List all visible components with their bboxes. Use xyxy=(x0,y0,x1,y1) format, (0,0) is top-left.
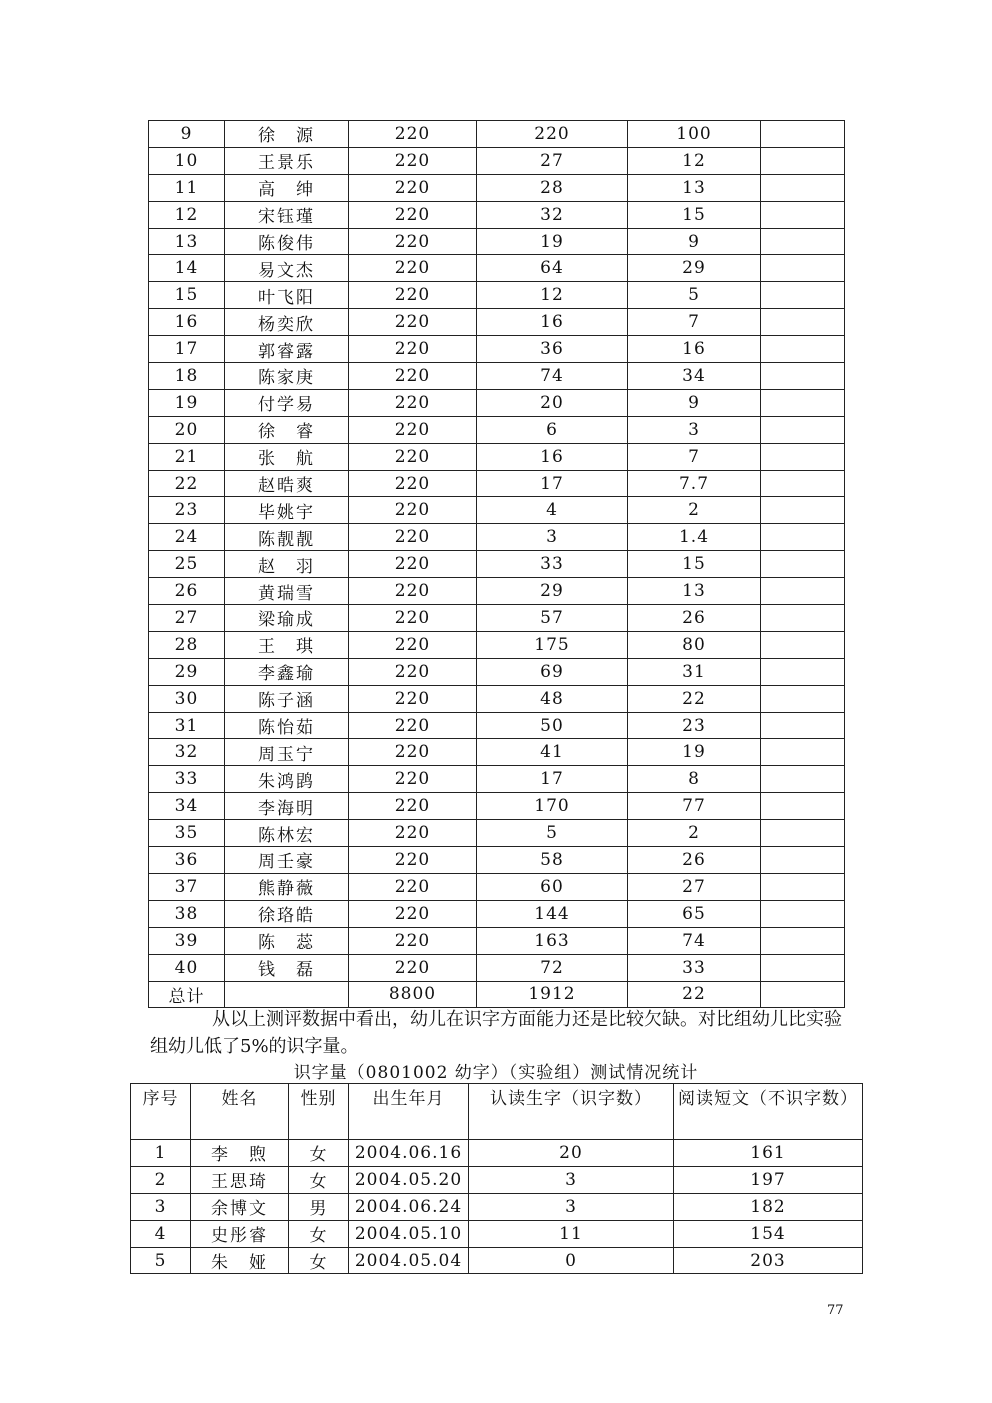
table-cell xyxy=(761,255,845,282)
table-cell: 40 xyxy=(149,954,225,981)
table-cell: 29 xyxy=(628,255,761,282)
table-row xyxy=(149,981,845,1008)
table-cell: 60 xyxy=(477,873,628,900)
table-cell: 陈 蕊 xyxy=(225,927,349,954)
table-cell: 13 xyxy=(149,228,225,255)
table-cell: 144 xyxy=(477,900,628,927)
table-cell: 220 xyxy=(349,309,477,336)
table-cell: 19 xyxy=(477,228,628,255)
table-cell: 23 xyxy=(149,497,225,524)
table-cell: 34 xyxy=(149,793,225,820)
table-cell xyxy=(761,981,845,1008)
table-cell xyxy=(761,712,845,739)
table-cell: 65 xyxy=(628,900,761,927)
table-cell: 史彤睿 xyxy=(191,1220,289,1247)
table-row xyxy=(131,1247,863,1274)
table-cell: 2 xyxy=(628,820,761,847)
table-cell: 220 xyxy=(349,282,477,309)
table-cell: 28 xyxy=(149,631,225,658)
table-cell: 1 xyxy=(131,1140,191,1167)
table-cell: 陈子涵 xyxy=(225,685,349,712)
table-cell: 7 xyxy=(628,309,761,336)
table-cell: 37 xyxy=(149,873,225,900)
table-cell: 陈怡茹 xyxy=(225,712,349,739)
table-cell: 48 xyxy=(477,685,628,712)
table-cell: 64 xyxy=(477,255,628,282)
table-cell: 31 xyxy=(628,658,761,685)
table-cell: 22 xyxy=(149,470,225,497)
table-cell: 14 xyxy=(149,255,225,282)
table-cell: 28 xyxy=(477,174,628,201)
table-cell: 3 xyxy=(469,1193,674,1220)
table-cell: 22 xyxy=(628,981,761,1008)
table-cell: 220 xyxy=(349,524,477,551)
table-cell: 16 xyxy=(477,309,628,336)
table-cell: 197 xyxy=(674,1166,863,1193)
table-cell: 220 xyxy=(349,201,477,228)
table-cell xyxy=(761,309,845,336)
table-cell: 王 琪 xyxy=(225,631,349,658)
table-cell xyxy=(761,685,845,712)
table-cell: 15 xyxy=(149,282,225,309)
table-cell: 220 xyxy=(349,658,477,685)
table-cell: 220 xyxy=(349,739,477,766)
table-row xyxy=(149,336,845,363)
table-cell: 李海明 xyxy=(225,793,349,820)
table-row xyxy=(149,228,845,255)
table-cell xyxy=(761,147,845,174)
table-cell xyxy=(761,739,845,766)
table-cell xyxy=(761,524,845,551)
table-cell: 16 xyxy=(628,336,761,363)
table-row xyxy=(131,1140,863,1167)
table-cell: 8800 xyxy=(349,981,477,1008)
table-cell: 徐 源 xyxy=(225,121,349,148)
table-cell: 陈林宏 xyxy=(225,820,349,847)
table-cell: 11 xyxy=(149,174,225,201)
table-cell: 5 xyxy=(477,820,628,847)
table-cell: 220 xyxy=(349,443,477,470)
table-cell: 19 xyxy=(628,739,761,766)
table-cell: 付学易 xyxy=(225,389,349,416)
table-cell: 220 xyxy=(349,336,477,363)
table-cell: 220 xyxy=(349,685,477,712)
summary-paragraph: 从以上测评数据中看出，幼儿在识字方面能力还是比较欠缺。对比组幼儿比实验组幼儿低了5%的识字量。 xyxy=(150,1009,842,1057)
table-cell: 72 xyxy=(477,954,628,981)
table-row xyxy=(149,201,845,228)
table-cell: 27 xyxy=(628,873,761,900)
table-cell: 13 xyxy=(628,174,761,201)
table-cell: 27 xyxy=(149,605,225,632)
table-caption: 识字量（0801002 幼字）（实验组）测试情况统计 xyxy=(293,1063,699,1083)
table-cell: 220 xyxy=(349,605,477,632)
table-cell: 220 xyxy=(349,497,477,524)
table-row xyxy=(149,847,845,874)
table-cell xyxy=(761,121,845,148)
table-cell: 2004.05.04 xyxy=(349,1247,469,1274)
table-cell: 18 xyxy=(149,363,225,390)
table-cell: 王景乐 xyxy=(225,147,349,174)
table-cell: 熊静薇 xyxy=(225,873,349,900)
table-cell: 钱 磊 xyxy=(225,954,349,981)
table-cell: 220 xyxy=(349,551,477,578)
table-row xyxy=(149,416,845,443)
table-cell: 220 xyxy=(349,174,477,201)
table-cell: 163 xyxy=(477,927,628,954)
table-row xyxy=(131,1220,863,1247)
table-row xyxy=(149,309,845,336)
table-cell: 0 xyxy=(469,1247,674,1274)
table-cell: 31 xyxy=(149,712,225,739)
table-cell: 220 xyxy=(349,927,477,954)
table-cell: 20 xyxy=(477,389,628,416)
table-cell xyxy=(761,363,845,390)
table-row xyxy=(149,255,845,282)
table-cell xyxy=(761,551,845,578)
table-cell: 220 xyxy=(349,954,477,981)
table-row xyxy=(149,631,845,658)
table-cell: 33 xyxy=(149,766,225,793)
table-cell: 220 xyxy=(349,389,477,416)
table-cell: 161 xyxy=(674,1140,863,1167)
table-cell: 25 xyxy=(149,551,225,578)
table-cell: 220 xyxy=(349,712,477,739)
table-cell: 58 xyxy=(477,847,628,874)
table-cell: 朱鸿鹍 xyxy=(225,766,349,793)
table-cell: 33 xyxy=(477,551,628,578)
table-cell: 20 xyxy=(149,416,225,443)
table-cell: 12 xyxy=(628,147,761,174)
table-cell: 19 xyxy=(149,389,225,416)
table-cell: 80 xyxy=(628,631,761,658)
table-cell xyxy=(761,793,845,820)
table-row xyxy=(149,658,845,685)
table-cell: 5 xyxy=(131,1247,191,1274)
table-cell: 16 xyxy=(477,443,628,470)
column-header: 姓名 xyxy=(191,1084,289,1140)
table-row xyxy=(149,954,845,981)
table-cell: 220 xyxy=(349,578,477,605)
column-header: 认读生字（识字数） xyxy=(469,1084,674,1140)
table-cell xyxy=(761,336,845,363)
table-cell xyxy=(761,605,845,632)
table-cell: 50 xyxy=(477,712,628,739)
table-cell: 张 航 xyxy=(225,443,349,470)
table-cell: 21 xyxy=(149,443,225,470)
table-cell: 3 xyxy=(131,1193,191,1220)
table-cell: 57 xyxy=(477,605,628,632)
table-cell: 7.7 xyxy=(628,470,761,497)
table-cell: 170 xyxy=(477,793,628,820)
table-cell: 36 xyxy=(477,336,628,363)
table-cell: 32 xyxy=(477,201,628,228)
table-cell: 220 xyxy=(349,766,477,793)
table-cell: 220 xyxy=(349,470,477,497)
table-cell: 陈家庚 xyxy=(225,363,349,390)
score-table-body xyxy=(149,121,845,1008)
page-number: 77 xyxy=(827,1303,844,1318)
table-cell: 李鑫瑜 xyxy=(225,658,349,685)
table-cell: 5 xyxy=(628,282,761,309)
table-cell: 陈靓靓 xyxy=(225,524,349,551)
table-cell: 22 xyxy=(628,685,761,712)
table-cell: 220 xyxy=(349,820,477,847)
table-cell: 9 xyxy=(628,389,761,416)
table-cell: 220 xyxy=(349,363,477,390)
table-row xyxy=(149,443,845,470)
table-row xyxy=(149,927,845,954)
table-cell: 220 xyxy=(349,873,477,900)
table-cell: 220 xyxy=(349,631,477,658)
table-row xyxy=(149,739,845,766)
table-row xyxy=(149,578,845,605)
score-table xyxy=(148,120,845,1008)
table-cell: 39 xyxy=(149,927,225,954)
table-cell: 2004.06.24 xyxy=(349,1193,469,1220)
table-cell: 38 xyxy=(149,900,225,927)
table-cell xyxy=(761,470,845,497)
table-cell: 74 xyxy=(628,927,761,954)
column-header: 性别 xyxy=(289,1084,349,1140)
table-cell xyxy=(761,416,845,443)
table-row xyxy=(149,497,845,524)
table-row xyxy=(149,389,845,416)
table-cell: 23 xyxy=(628,712,761,739)
table-cell: 2004.06.16 xyxy=(349,1140,469,1167)
table-cell: 29 xyxy=(477,578,628,605)
table-cell: 宋钰瑾 xyxy=(225,201,349,228)
table-cell: 1.4 xyxy=(628,524,761,551)
table-cell: 男 xyxy=(289,1193,349,1220)
table-cell xyxy=(761,201,845,228)
table-cell: 154 xyxy=(674,1220,863,1247)
table-row xyxy=(149,551,845,578)
table-cell xyxy=(761,389,845,416)
table-cell xyxy=(761,228,845,255)
table-cell xyxy=(761,658,845,685)
table-cell xyxy=(761,820,845,847)
table-row xyxy=(149,605,845,632)
table-cell: 100 xyxy=(628,121,761,148)
table-cell xyxy=(225,981,349,1008)
table-cell xyxy=(761,497,845,524)
table-cell: 朱 娅 xyxy=(191,1247,289,1274)
table-cell: 易文杰 xyxy=(225,255,349,282)
table-cell xyxy=(761,631,845,658)
table-cell: 33 xyxy=(628,954,761,981)
table-cell: 3 xyxy=(628,416,761,443)
column-header: 出生年月 xyxy=(349,1084,469,1140)
table-row xyxy=(149,793,845,820)
table-cell: 女 xyxy=(289,1166,349,1193)
table-cell: 220 xyxy=(349,793,477,820)
table-cell: 6 xyxy=(477,416,628,443)
table-cell: 27 xyxy=(477,147,628,174)
table-row xyxy=(149,121,845,148)
table-cell: 175 xyxy=(477,631,628,658)
table-cell xyxy=(761,927,845,954)
table-cell: 毕姚宇 xyxy=(225,497,349,524)
table-cell: 徐 睿 xyxy=(225,416,349,443)
table-cell xyxy=(761,900,845,927)
table-cell: 3 xyxy=(469,1166,674,1193)
table-cell: 8 xyxy=(628,766,761,793)
table-cell: 王思琦 xyxy=(191,1166,289,1193)
table-cell: 220 xyxy=(349,121,477,148)
table-cell: 4 xyxy=(131,1220,191,1247)
table-cell: 李 煦 xyxy=(191,1140,289,1167)
table-cell: 2 xyxy=(131,1166,191,1193)
table-cell: 220 xyxy=(349,255,477,282)
table-cell: 20 xyxy=(469,1140,674,1167)
table-row xyxy=(149,363,845,390)
table-cell: 30 xyxy=(149,685,225,712)
table-cell: 赵 羽 xyxy=(225,551,349,578)
table-cell: 17 xyxy=(477,470,628,497)
table-row xyxy=(149,712,845,739)
table-cell: 16 xyxy=(149,309,225,336)
table-cell xyxy=(761,174,845,201)
table-cell: 220 xyxy=(349,847,477,874)
table-cell xyxy=(761,443,845,470)
table-cell: 220 xyxy=(349,147,477,174)
table-cell: 女 xyxy=(289,1247,349,1274)
table-cell: 41 xyxy=(477,739,628,766)
table-cell: 15 xyxy=(628,551,761,578)
table-cell: 周玉宁 xyxy=(225,739,349,766)
table-cell: 220 xyxy=(349,416,477,443)
table-cell: 9 xyxy=(149,121,225,148)
table-row xyxy=(149,685,845,712)
table-cell: 杨奕欣 xyxy=(225,309,349,336)
table-cell: 4 xyxy=(477,497,628,524)
table-cell xyxy=(761,954,845,981)
table-cell: 黄瑞雪 xyxy=(225,578,349,605)
table-row xyxy=(149,282,845,309)
table-row xyxy=(149,147,845,174)
table-cell: 叶飞阳 xyxy=(225,282,349,309)
table-cell: 13 xyxy=(628,578,761,605)
table-row xyxy=(149,766,845,793)
table-cell: 77 xyxy=(628,793,761,820)
table-row xyxy=(149,873,845,900)
table-row xyxy=(149,900,845,927)
table-cell: 12 xyxy=(149,201,225,228)
table-cell: 赵晧爽 xyxy=(225,470,349,497)
table-cell: 12 xyxy=(477,282,628,309)
table-cell: 11 xyxy=(469,1220,674,1247)
table-cell: 182 xyxy=(674,1193,863,1220)
table-cell: 26 xyxy=(149,578,225,605)
column-header: 序号 xyxy=(131,1084,191,1140)
table-cell: 74 xyxy=(477,363,628,390)
table-cell: 32 xyxy=(149,739,225,766)
table-cell: 36 xyxy=(149,847,225,874)
table-cell xyxy=(761,578,845,605)
table-cell xyxy=(761,847,845,874)
table-cell: 高 绅 xyxy=(225,174,349,201)
table-cell: 29 xyxy=(149,658,225,685)
table-cell: 220 xyxy=(349,228,477,255)
table-cell: 17 xyxy=(477,766,628,793)
table-cell: 35 xyxy=(149,820,225,847)
table-cell xyxy=(761,766,845,793)
table-cell: 10 xyxy=(149,147,225,174)
table-cell: 24 xyxy=(149,524,225,551)
table-cell: 2 xyxy=(628,497,761,524)
table-header-row xyxy=(131,1084,863,1140)
table-cell: 郭睿露 xyxy=(225,336,349,363)
table-row xyxy=(149,174,845,201)
table-row xyxy=(149,820,845,847)
table-row xyxy=(131,1166,863,1193)
table-cell: 梁瑜成 xyxy=(225,605,349,632)
table-cell: 220 xyxy=(349,900,477,927)
table-cell: 女 xyxy=(289,1140,349,1167)
table-cell: 26 xyxy=(628,847,761,874)
table-cell: 203 xyxy=(674,1247,863,1274)
table-row xyxy=(149,524,845,551)
table-cell xyxy=(761,282,845,309)
experiment-table-body xyxy=(131,1084,863,1274)
table-cell: 220 xyxy=(477,121,628,148)
column-header: 阅读短文（不识字数） xyxy=(674,1084,863,1140)
table-cell xyxy=(761,873,845,900)
table-cell: 17 xyxy=(149,336,225,363)
table-cell: 9 xyxy=(628,228,761,255)
experiment-table xyxy=(130,1083,863,1274)
table-cell: 1912 xyxy=(477,981,628,1008)
table-cell: 2004.05.20 xyxy=(349,1166,469,1193)
table-cell: 26 xyxy=(628,605,761,632)
table-cell: 34 xyxy=(628,363,761,390)
table-cell: 2004.05.10 xyxy=(349,1220,469,1247)
table-cell: 3 xyxy=(477,524,628,551)
table-cell: 7 xyxy=(628,443,761,470)
table-cell: 周壬豪 xyxy=(225,847,349,874)
table-cell: 总计 xyxy=(149,981,225,1008)
table-cell: 15 xyxy=(628,201,761,228)
table-row xyxy=(149,470,845,497)
table-row xyxy=(131,1193,863,1220)
table-cell: 陈俊伟 xyxy=(225,228,349,255)
table-cell: 余博文 xyxy=(191,1193,289,1220)
table-cell: 徐珞皓 xyxy=(225,900,349,927)
table-cell: 69 xyxy=(477,658,628,685)
table-cell: 女 xyxy=(289,1220,349,1247)
